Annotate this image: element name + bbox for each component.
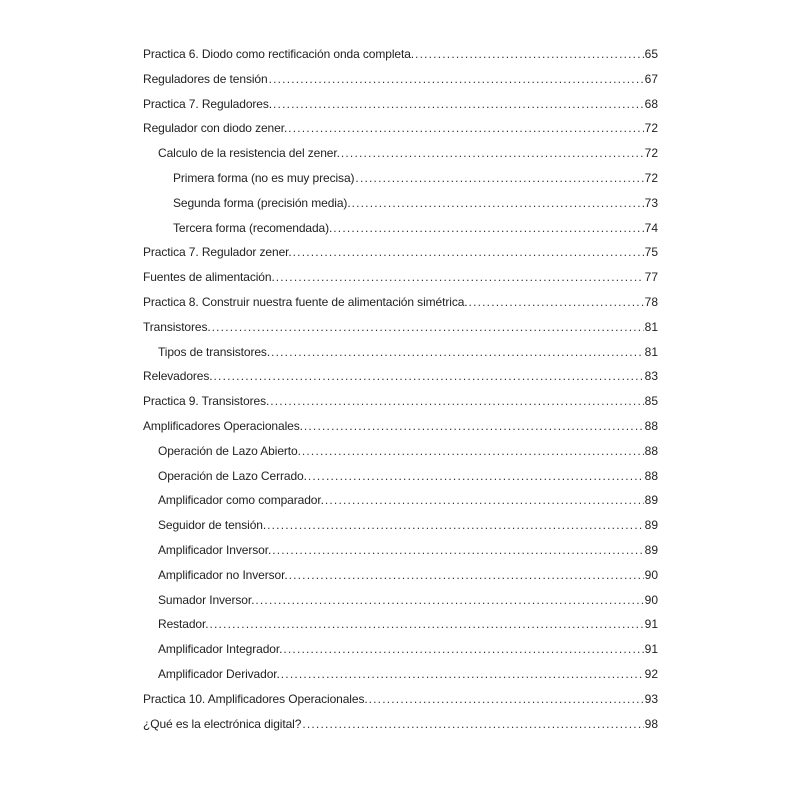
toc-page-number: 67 (644, 71, 658, 86)
toc-page-number: 81 (644, 319, 658, 334)
toc-entry-title: Operación de Lazo Cerrado. (158, 468, 307, 483)
table-of-contents (143, 42, 658, 736)
toc-dot-leader (341, 141, 644, 166)
toc-entry[interactable] (143, 612, 658, 637)
toc-entry[interactable] (143, 538, 658, 563)
toc-entry[interactable] (143, 662, 658, 687)
toc-page-number: 89 (644, 542, 658, 557)
toc-dot-leader (267, 513, 644, 538)
toc-entry[interactable] (143, 712, 658, 737)
toc-entry-title: Practica 7. Reguladores. (143, 96, 273, 111)
toc-entry[interactable] (143, 563, 658, 588)
toc-dot-leader (308, 464, 644, 489)
toc-dot-leader (269, 67, 644, 92)
toc-page-number: 88 (644, 418, 658, 433)
toc-entry[interactable] (143, 340, 658, 365)
toc-dot-leader (281, 662, 644, 687)
toc-dot-leader (288, 116, 643, 141)
toc-entry-title: Primera forma (no es muy precisa) (173, 170, 355, 185)
toc-dot-leader (352, 191, 644, 216)
toc-page-number: 72 (644, 170, 658, 185)
toc-entry[interactable] (143, 216, 658, 241)
toc-entry-title: Amplificador Derivador. (158, 666, 280, 681)
toc-entry-title: ¿Qué es la electrónica digital? (143, 716, 302, 731)
toc-entry-title: Amplificador no Inversor. (158, 567, 288, 582)
toc-dot-leader (302, 439, 644, 464)
toc-page-number: 77 (644, 270, 658, 285)
toc-entry[interactable] (143, 364, 658, 389)
toc-entry-title: Practica 9. Transistores. (143, 394, 270, 409)
toc-page-number: 91 (644, 617, 658, 632)
toc-page-number: 72 (644, 146, 658, 161)
toc-page-number: 90 (644, 592, 658, 607)
toc-dot-leader (271, 340, 644, 365)
toc-entry-title: Relevadores. (143, 369, 213, 384)
toc-page-number: 81 (644, 344, 658, 359)
toc-dot-leader (293, 240, 644, 265)
toc-dot-leader (302, 712, 643, 737)
toc-dot-leader (209, 612, 643, 637)
toc-entry[interactable] (143, 191, 658, 216)
toc-entry[interactable] (143, 464, 658, 489)
toc-entry[interactable] (143, 166, 658, 191)
toc-entry-title: Reguladores de tensión (143, 71, 268, 86)
toc-entry[interactable] (143, 439, 658, 464)
toc-entry-title: Amplificador Integrador. (158, 642, 283, 657)
toc-entry[interactable] (143, 265, 658, 290)
toc-entry-title: Restador. (158, 617, 209, 632)
toc-page-number: 65 (644, 47, 658, 61)
toc-dot-leader (270, 389, 643, 414)
toc-entry-title: Tercera forma (recomendada). (173, 220, 333, 235)
toc-dot-leader (333, 216, 643, 241)
toc-page-number: 88 (644, 443, 658, 458)
toc-entry-title: Amplificadores Operacionales. (143, 418, 303, 433)
toc-page-number: 73 (644, 195, 658, 210)
toc-page-number: 74 (644, 220, 658, 235)
toc-dot-leader (273, 92, 644, 117)
toc-page-number: 93 (644, 691, 658, 706)
toc-entry-title: Tipos de transistores. (158, 344, 271, 359)
toc-entry-title: Seguidor de tensión. (158, 518, 267, 533)
toc-page-number: 75 (644, 245, 658, 260)
toc-entry[interactable] (143, 290, 658, 315)
toc-entry-title: Operación de Lazo Abierto. (158, 443, 301, 458)
toc-entry-title: Sumador Inversor. (158, 592, 255, 607)
toc-page-number: 78 (644, 294, 658, 309)
toc-dot-leader (255, 588, 643, 613)
toc-entry-title: Regulador con diodo zener. (143, 121, 288, 136)
toc-dot-leader (304, 414, 644, 439)
toc-dot-leader (355, 166, 643, 191)
toc-page-number: 89 (644, 493, 658, 508)
toc-entry[interactable] (143, 637, 658, 662)
toc-entry[interactable] (143, 513, 658, 538)
toc-entry[interactable] (143, 240, 658, 265)
toc-entry-title: Fuentes de alimentación. (143, 270, 275, 285)
toc-page-number: 91 (644, 642, 658, 657)
toc-entry[interactable] (143, 116, 658, 141)
toc-entry-title: Practica 8. Construir nuestra fuente de alimentación simétrica. (143, 294, 468, 309)
toc-dot-leader (469, 290, 644, 315)
toc-page-number: 83 (644, 369, 658, 384)
toc-entry[interactable] (143, 389, 658, 414)
toc-dot-leader (212, 315, 644, 340)
toc-page-number: 72 (644, 121, 658, 136)
toc-entry[interactable] (143, 315, 658, 340)
toc-dot-leader (272, 538, 643, 563)
toc-entry-title: Calculo de la resistencia del zener. (158, 146, 340, 161)
toc-entry[interactable] (143, 488, 658, 513)
toc-entry[interactable] (143, 92, 658, 117)
toc-entry-title: Practica 7. Regulador zener. (143, 245, 292, 260)
toc-entry-title: Practica 6. Diodo como rectificación onda completa. (143, 47, 415, 61)
toc-dot-leader (276, 265, 644, 290)
toc-dot-leader (369, 687, 644, 712)
toc-entry[interactable] (143, 588, 658, 613)
toc-entry-title: Transistores. (143, 319, 211, 334)
toc-dot-leader (289, 563, 644, 588)
toc-dot-leader (415, 42, 644, 67)
toc-page-number: 68 (644, 96, 658, 111)
toc-page-number: 90 (644, 567, 658, 582)
toc-page-number: 98 (644, 716, 658, 731)
toc-dot-leader (325, 488, 644, 513)
toc-entry[interactable] (143, 687, 658, 712)
toc-entry-title: Amplificador como comparador. (158, 493, 324, 508)
toc-page-number: 88 (644, 468, 658, 483)
toc-entry-title: Amplificador Inversor. (158, 542, 272, 557)
toc-page-number: 92 (644, 666, 658, 681)
toc-page-number: 85 (644, 394, 658, 409)
toc-entry[interactable] (143, 42, 658, 67)
toc-dot-leader (214, 364, 644, 389)
toc-entry[interactable] (143, 141, 658, 166)
toc-entry[interactable] (143, 67, 658, 92)
toc-dot-leader (283, 637, 643, 662)
toc-page-number: 89 (644, 518, 658, 533)
toc-entry-title: Practica 10. Amplificadores Operacionales. (143, 691, 368, 706)
toc-entry[interactable] (143, 414, 658, 439)
toc-entry-title: Segunda forma (precisión media). (173, 195, 351, 210)
